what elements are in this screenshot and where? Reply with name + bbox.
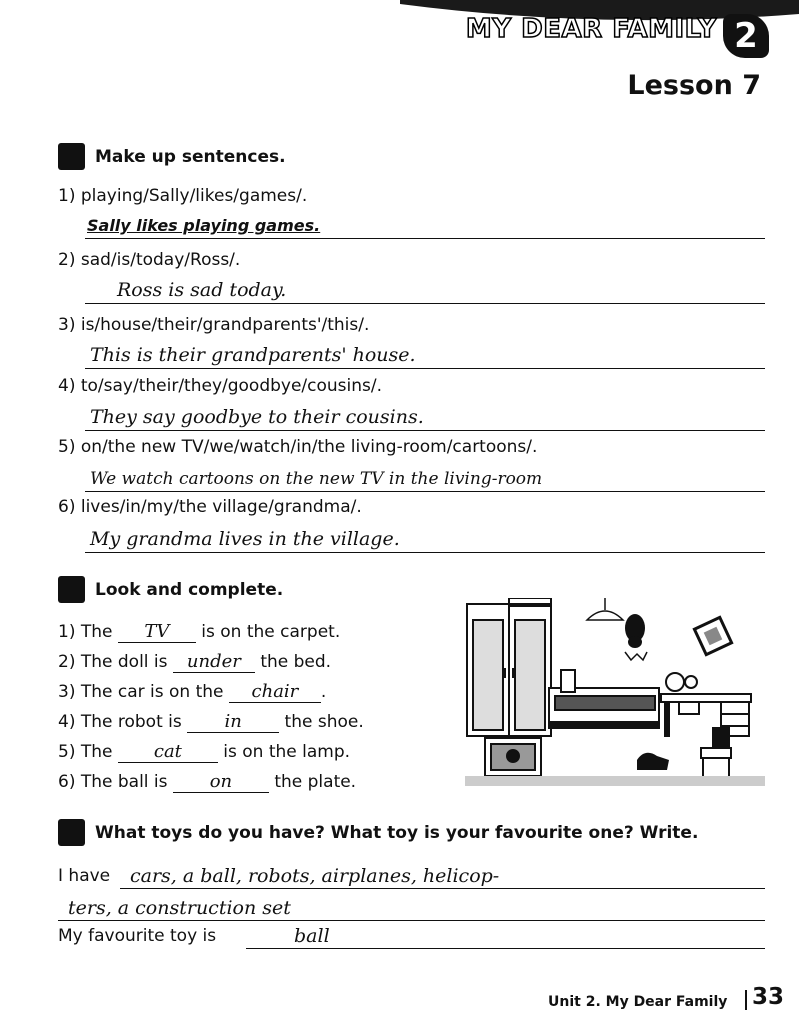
complete-item-text: the bed. xyxy=(260,652,332,672)
footer-divider xyxy=(745,990,747,1010)
favourite-toy-line[interactable] xyxy=(246,922,765,949)
exercise1-answer-line-3[interactable] xyxy=(85,338,765,369)
exercise1-prompt-2: 2) sad/is/today/Ross/. xyxy=(58,250,241,270)
exercise1-answer-line-2[interactable] xyxy=(85,273,765,304)
exercise1-answer-line-6[interactable] xyxy=(85,522,765,553)
complete-item-2 xyxy=(58,652,331,673)
picture-frame-icon xyxy=(694,617,731,654)
complete-item-text: is on the carpet. xyxy=(201,622,341,642)
section-marker-icon xyxy=(58,819,85,846)
complete-item-4 xyxy=(58,712,364,733)
complete-item-text: 3) The car is on the xyxy=(58,682,224,702)
cat-icon xyxy=(625,614,647,660)
complete-item-1 xyxy=(58,622,340,643)
exercise1-answer-line-4[interactable] xyxy=(85,400,765,431)
section3-heading xyxy=(58,819,698,846)
lesson-title: Lesson 7 xyxy=(627,70,761,101)
unit-number-badge: 2 xyxy=(723,14,769,58)
complete-item-text: . xyxy=(320,682,327,702)
complete-item-text: 5) The xyxy=(58,742,113,762)
complete-item-text: 2) The doll is xyxy=(58,652,168,672)
section2-instruction: Look and complete. xyxy=(95,579,284,600)
chair-icon xyxy=(701,728,731,780)
favourite-toy-label: My favourite toy is xyxy=(58,926,217,946)
complete-blank-3[interactable]: chair xyxy=(229,682,321,703)
i-have-label: I have xyxy=(58,866,111,886)
complete-item-3 xyxy=(58,682,326,703)
exercise1-prompt-5: 5) on/the new TV/we/watch/in/the living-room/cartoons/. xyxy=(58,437,538,457)
complete-blank-4[interactable]: in xyxy=(187,712,279,733)
handwritten-answer-2: Ross is sad today. xyxy=(117,279,287,301)
exercise1-answer-line-1[interactable] xyxy=(85,208,765,239)
lamp-icon xyxy=(587,598,623,620)
section2-heading xyxy=(58,576,283,603)
room-illustration xyxy=(465,598,765,786)
tv-icon xyxy=(485,738,541,776)
page-number: 33 xyxy=(752,984,785,1010)
handwritten-answer-6: My grandma lives in the village. xyxy=(90,528,400,550)
section-marker-icon xyxy=(58,576,85,603)
handwritten-answer-5: We watch cartoons on the new TV in the living-room xyxy=(90,469,543,489)
shoe-icon xyxy=(637,753,669,770)
clock-icon xyxy=(666,673,697,691)
handwritten-toys-line2: ters, a construction set xyxy=(68,897,291,919)
wardrobe-icon xyxy=(467,598,551,736)
complete-item-text: 6) The ball is xyxy=(58,772,168,792)
complete-item-text: the plate. xyxy=(274,772,357,792)
carpet-icon xyxy=(465,776,765,786)
i-have-line-1[interactable] xyxy=(120,862,765,889)
complete-blank-1[interactable]: TV xyxy=(118,622,196,643)
desk-icon xyxy=(661,694,751,736)
complete-item-text: 1) The xyxy=(58,622,113,642)
exercise1-prompt-6: 6) lives/in/my/the village/grandma/. xyxy=(58,497,362,517)
handwritten-favourite-toy: ball xyxy=(294,925,330,947)
complete-blank-5[interactable]: cat xyxy=(118,742,218,763)
complete-item-6 xyxy=(58,772,356,793)
handwritten-toys-line1: cars, a ball, robots, airplanes, helicop- xyxy=(130,865,500,887)
complete-blank-6[interactable]: on xyxy=(173,772,269,793)
unit-title: MY DEAR FAMILY xyxy=(465,14,717,44)
exercise1-prompt-4: 4) to/say/their/they/goodbye/cousins/. xyxy=(58,376,383,396)
complete-item-text: is on the lamp. xyxy=(223,742,351,762)
complete-item-text: 4) The robot is xyxy=(58,712,182,732)
section1-instruction: Make up sentences. xyxy=(95,146,286,167)
exercise1-prompt-1: 1) playing/Sally/likes/games/. xyxy=(58,186,308,206)
bed-icon xyxy=(549,670,659,728)
handwritten-answer-3: This is their grandparents' house. xyxy=(90,344,416,366)
complete-item-5 xyxy=(58,742,350,763)
footer-unit-label: Unit 2. My Dear Family xyxy=(548,994,728,1010)
i-have-line-2[interactable] xyxy=(58,894,765,921)
section-marker-icon xyxy=(58,143,85,170)
complete-item-text: the shoe. xyxy=(284,712,364,732)
section3-instruction: What toys do you have? What toy is your favourite one? Write. xyxy=(95,822,699,843)
section1-heading xyxy=(58,143,286,170)
exercise1-example-answer: Sally likes playing games. xyxy=(87,216,321,235)
exercise1-answer-line-5[interactable] xyxy=(85,461,765,492)
complete-blank-2[interactable]: under xyxy=(173,652,255,673)
handwritten-answer-4: They say goodbye to their cousins. xyxy=(90,406,424,428)
exercise1-prompt-3: 3) is/house/their/grandparents'/this/. xyxy=(58,315,370,335)
